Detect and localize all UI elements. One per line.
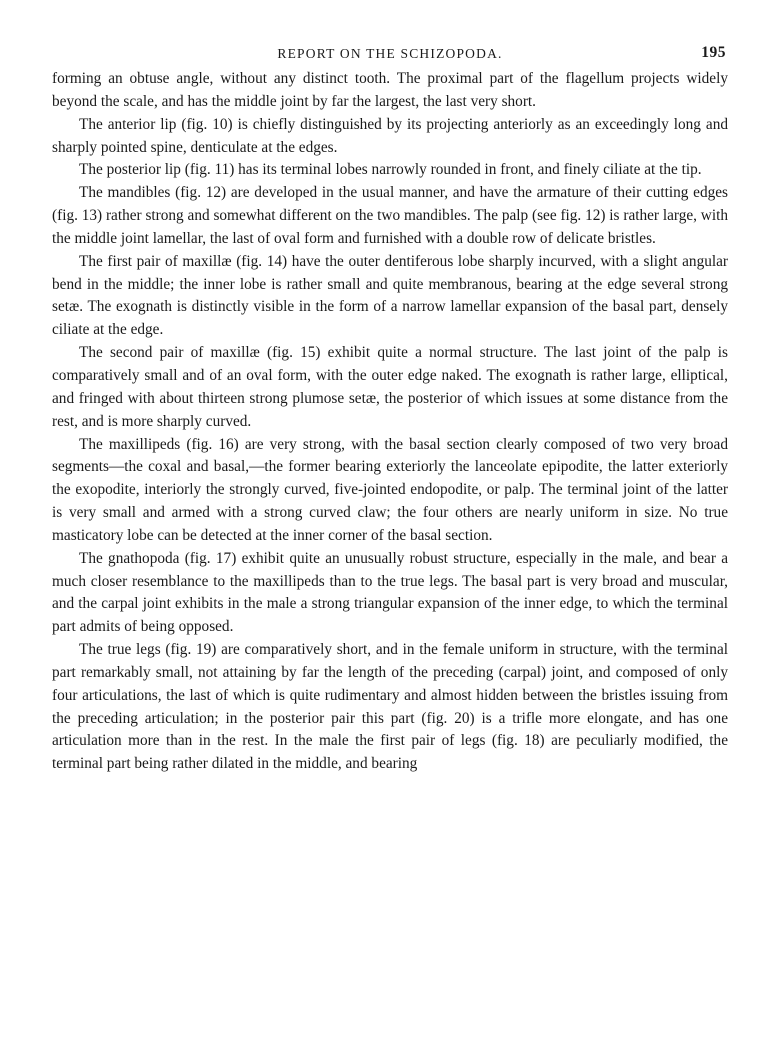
document-page — [52, 40, 728, 776]
paragraph-maxillipeds: The maxillipeds (fig. 16) are very strong, with the basal section clearly composed of two very broad segments—the coxal and basal,—the former bearing exteriorly the lanceolate epipodite, the latter exteriorly the exopodite, interiorly the strongly curved, five-jointed endopodite, or palp. The terminal joint of the latter is very small and armed with a strong curved claw; the four others are nearly uniform in size. No true masticatory lobe can be detected at the inner corner of the basal section. — [52, 435, 728, 544]
paragraph-first-maxillae: The first pair of maxillæ (fig. 14) have the outer dentiferous lobe sharply incurved, with a slight angular bend in the middle; the inner lobe is rather small and quite membranous, bearing at the edge several strong setæ. The exognath is distinctly visible in the form of a narrow lamellar expansion of the basal part, densely ciliate at the edge. — [52, 252, 728, 339]
paragraph-anterior-lip: The anterior lip (fig. 10) is chiefly distinguished by its projecting anteriorly as an exceedingly long and sharply pointed spine, denticulate at the edges. — [52, 115, 728, 156]
paragraph-mandibles: The mandibles (fig. 12) are developed in the usual manner, and have the armature of their cutting edges (fig. 13) rather strong and somewhat different on the two mandibles. The palp (see fig. 12) is rather large, with the middle joint lamellar, the last of oval form and furnished with a double row of delicate bristles. — [52, 184, 728, 247]
paragraph-second-maxillae: The second pair of maxillæ (fig. 15) exhibit quite a normal structure. The last joint of the palp is comparatively small and of an oval form, with the outer edge naked. The exognath is rather large, elliptical, and fringed with about thirteen strong plumose setæ, the posterior of which issues at some distance from the rest, and is more sharply curved. — [52, 344, 728, 430]
paragraph-continued: forming an obtuse angle, without any distinct tooth. The proximal part of the flagellum projects widely beyond the scale, and has the middle joint by far the largest, the last very short. — [52, 70, 728, 110]
paragraph-posterior-lip: The posterior lip (fig. 11) has its terminal lobes narrowly rounded in front, and finely ciliate at the tip. — [79, 161, 702, 179]
page-number: 195 — [701, 44, 726, 61]
running-title: REPORT ON THE SCHIZOPODA. — [277, 46, 503, 61]
paragraph-true-legs: The true legs (fig. 19) are comparatively short, and in the female uniform in structure, with the terminal part remarkably small, not attaining by far the length of the preceding (carpal) joint, and composed of only four articulations, the last of which is quite rudimentary and almost hidden between the bristles issuing from the preceding articulation; in the posterior pair this part (fig. 20) is a trifle more elongate, and has one articulation more than in the rest. In the male the first pair of legs (fig. 18) are peculiarly modified, the terminal part being rather dilated in the middle, and bearing — [52, 641, 728, 773]
body-text — [52, 68, 728, 776]
running-header — [52, 40, 728, 68]
paragraph-gnathopoda: The gnathopoda (fig. 17) exhibit quite an unusually robust structure, especially in the male, and bear a much closer resemblance to the maxillipeds than to the true legs. The basal part is very broad and muscular, and the carpal joint exhibits in the male a strong triangular expansion of the inner edge, to which the terminal part admits of being opposed. — [52, 549, 728, 636]
